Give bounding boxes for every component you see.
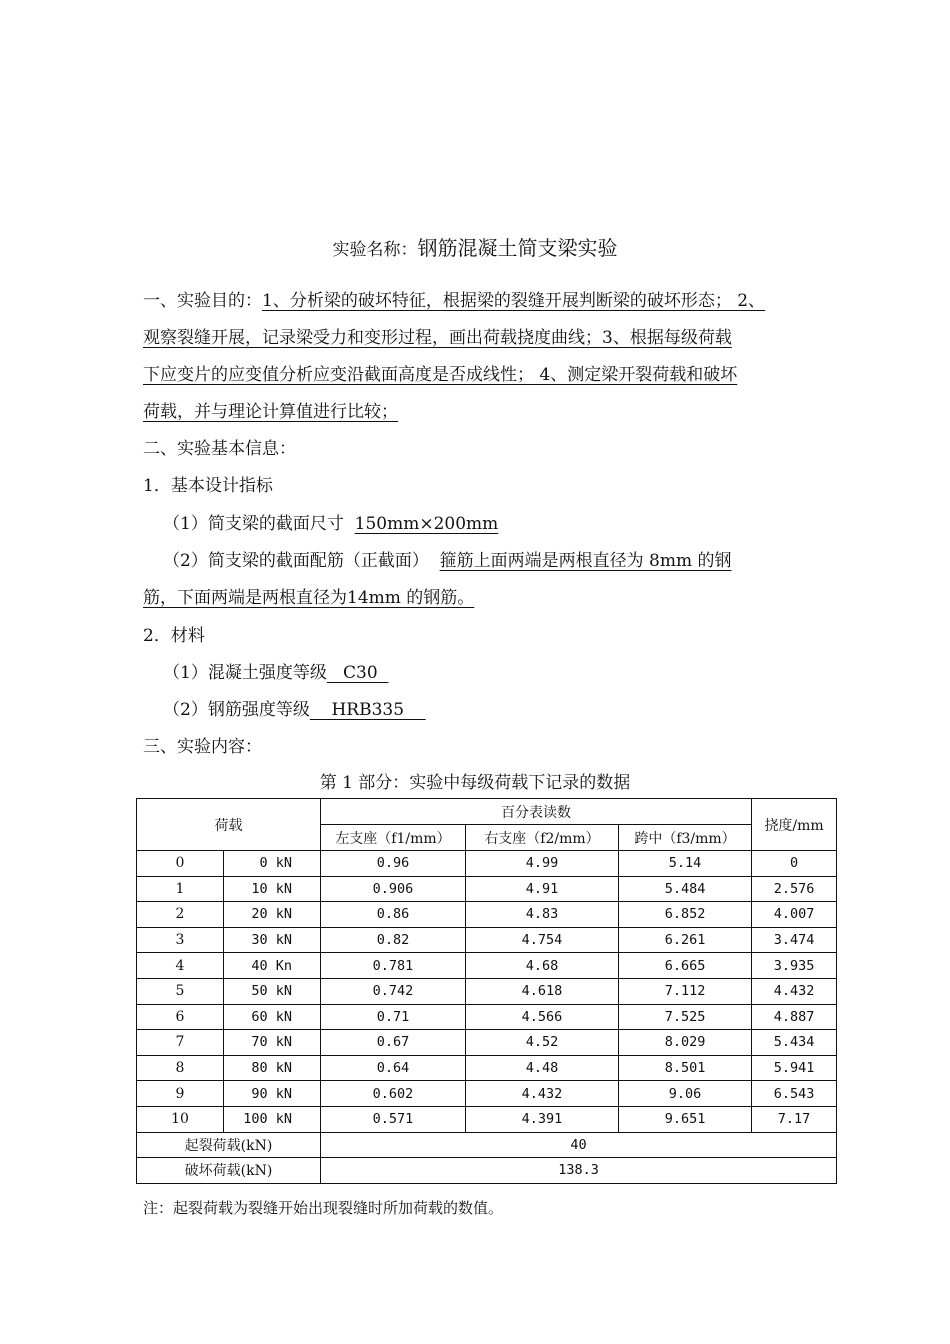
reinforcement-value-2: 筋，下面两端是两根直径为14mm 的钢筋。 — [143, 588, 475, 608]
table-caption: 第 1 部分：实验中每级荷载下记录的数据 — [319, 773, 631, 793]
basic-info-heading: 二、实验基本信息： — [143, 439, 296, 459]
left-reading-cell: 0.82 — [321, 927, 466, 953]
deflection-cell: 0 — [752, 851, 837, 877]
deflection-cell: 5.434 — [752, 1030, 837, 1056]
right-reading-cell: 4.566 — [466, 1004, 619, 1030]
table-body — [137, 851, 837, 1133]
step-cell: 4 — [137, 953, 224, 979]
deflection-header: 挠度/mm — [752, 799, 837, 851]
midspan-header: 跨中（f3/mm） — [619, 825, 752, 851]
table-row — [137, 953, 837, 979]
gauges-header: 百分表读数 — [321, 799, 752, 825]
objective-text: 1、分析梁的破坏特征，根据梁的裂缝开展判断梁的破坏形态； 2、 — [262, 291, 766, 311]
left-reading-cell: 0.96 — [321, 851, 466, 877]
step-cell: 10 — [137, 1106, 224, 1132]
left-reading-cell: 0.906 — [321, 876, 466, 902]
table-row — [137, 927, 837, 953]
concrete-value: C30 — [343, 663, 378, 683]
title-value: 钢筋混凝土简支梁实验 — [417, 236, 618, 260]
crack-load-value: 40 — [321, 1132, 837, 1158]
step-cell: 2 — [137, 902, 224, 928]
steel-value: HRB335 — [331, 700, 405, 720]
left-reading-cell: 0.71 — [321, 1004, 466, 1030]
load-cell: 60 kN — [224, 1004, 321, 1030]
step-cell: 9 — [137, 1081, 224, 1107]
failure-load-label: 破坏荷载(kN) — [137, 1158, 321, 1184]
mid-reading-cell: 9.651 — [619, 1106, 752, 1132]
step-cell: 7 — [137, 1030, 224, 1056]
table-row — [137, 1106, 837, 1132]
load-cell: 30 kN — [224, 927, 321, 953]
materials-heading: 2．材料 — [143, 626, 205, 646]
mid-reading-cell: 5.14 — [619, 851, 752, 877]
content-heading: 三、实验内容： — [143, 737, 262, 757]
table-row — [137, 1055, 837, 1081]
left-reading-cell: 0.67 — [321, 1030, 466, 1056]
objective-line-3: 下应变片的应变值分析应变沿截面高度是否成线性； 4、测定梁开裂荷载和破坏 — [143, 365, 738, 385]
table-row — [137, 1004, 837, 1030]
objective-prefix: 一、实验目的： — [143, 291, 262, 311]
design-heading: 1．基本设计指标 — [143, 476, 273, 496]
deflection-cell: 5.941 — [752, 1055, 837, 1081]
deflection-cell: 2.576 — [752, 876, 837, 902]
left-reading-cell: 0.86 — [321, 902, 466, 928]
load-cell: 80 kN — [224, 1055, 321, 1081]
mid-reading-cell: 7.112 — [619, 978, 752, 1004]
mid-reading-cell: 7.525 — [619, 1004, 752, 1030]
deflection-cell: 4.007 — [752, 902, 837, 928]
left-reading-cell: 0.781 — [321, 953, 466, 979]
right-reading-cell: 4.83 — [466, 902, 619, 928]
left-reading-cell: 0.64 — [321, 1055, 466, 1081]
footnote: 注：起裂荷载为裂缝开始出现裂缝时所加荷载的数值。 — [143, 1199, 504, 1217]
table-row — [137, 1081, 837, 1107]
crack-load-label: 起裂荷载(kN) — [137, 1132, 321, 1158]
load-cell: 70 kN — [224, 1030, 321, 1056]
load-cell: 50 kN — [224, 978, 321, 1004]
mid-reading-cell: 6.852 — [619, 902, 752, 928]
mid-reading-cell: 6.665 — [619, 953, 752, 979]
right-reading-cell: 4.68 — [466, 953, 619, 979]
right-reading-cell: 4.391 — [466, 1106, 619, 1132]
mid-reading-cell: 8.501 — [619, 1055, 752, 1081]
right-reading-cell: 4.618 — [466, 978, 619, 1004]
mid-reading-cell: 6.261 — [619, 927, 752, 953]
left-reading-cell: 0.742 — [321, 978, 466, 1004]
reinforcement-row — [163, 546, 732, 571]
title-label: 实验名称： — [332, 240, 418, 260]
table-row — [137, 902, 837, 928]
step-cell: 8 — [137, 1055, 224, 1081]
table-row — [137, 851, 837, 877]
step-cell: 1 — [137, 876, 224, 902]
concrete-row — [163, 658, 389, 683]
load-cell: 90 kN — [224, 1081, 321, 1107]
section-size-value: 150mm×200mm — [354, 514, 499, 534]
deflection-cell: 7.17 — [752, 1106, 837, 1132]
table-row — [137, 1030, 837, 1056]
deflection-cell: 3.935 — [752, 953, 837, 979]
load-cell: 0 kN — [224, 851, 321, 877]
right-reading-cell: 4.754 — [466, 927, 619, 953]
steel-label: （2）钢筋强度等级 — [163, 700, 310, 720]
load-cell: 40 Kn — [224, 953, 321, 979]
load-cell: 10 kN — [224, 876, 321, 902]
section-size-label: （1）简支梁的截面尺寸 — [163, 514, 344, 534]
step-cell: 5 — [137, 978, 224, 1004]
objective-line-1 — [143, 286, 765, 311]
load-header: 荷载 — [137, 799, 321, 851]
left-support-header: 左支座（f1/mm） — [321, 825, 466, 851]
steel-row — [163, 695, 426, 720]
table-row — [137, 978, 837, 1004]
table-row — [137, 876, 837, 902]
load-cell: 20 kN — [224, 902, 321, 928]
deflection-cell: 4.887 — [752, 1004, 837, 1030]
right-reading-cell: 4.91 — [466, 876, 619, 902]
objective-line-4: 荷载，并与理论计算值进行比较； — [143, 402, 398, 422]
left-reading-cell: 0.571 — [321, 1106, 466, 1132]
deflection-cell: 3.474 — [752, 927, 837, 953]
left-reading-cell: 0.602 — [321, 1081, 466, 1107]
reinforcement-value-1: 箍筋上面两端是两根直径为 8mm 的钢 — [439, 551, 732, 571]
objective-line-2: 观察裂缝开展，记录梁受力和变形过程，画出荷载挠度曲线；3、根据每级荷载 — [143, 328, 732, 348]
step-cell: 3 — [137, 927, 224, 953]
mid-reading-cell: 8.029 — [619, 1030, 752, 1056]
experiment-title — [0, 232, 950, 261]
right-support-header: 右支座（f2/mm） — [466, 825, 619, 851]
right-reading-cell: 4.99 — [466, 851, 619, 877]
deflection-cell: 6.543 — [752, 1081, 837, 1107]
concrete-label: （1）混凝土强度等级 — [163, 663, 327, 683]
step-cell: 0 — [137, 851, 224, 877]
failure-load-value: 138.3 — [321, 1158, 837, 1184]
section-size-row — [163, 509, 498, 534]
right-reading-cell: 4.432 — [466, 1081, 619, 1107]
right-reading-cell: 4.52 — [466, 1030, 619, 1056]
deflection-cell: 4.432 — [752, 978, 837, 1004]
right-reading-cell: 4.48 — [466, 1055, 619, 1081]
mid-reading-cell: 5.484 — [619, 876, 752, 902]
mid-reading-cell: 9.06 — [619, 1081, 752, 1107]
reinforcement-label: （2）简支梁的截面配筋（正截面） — [163, 551, 429, 571]
load-cell: 100 kN — [224, 1106, 321, 1132]
data-table — [136, 798, 837, 1184]
step-cell: 6 — [137, 1004, 224, 1030]
